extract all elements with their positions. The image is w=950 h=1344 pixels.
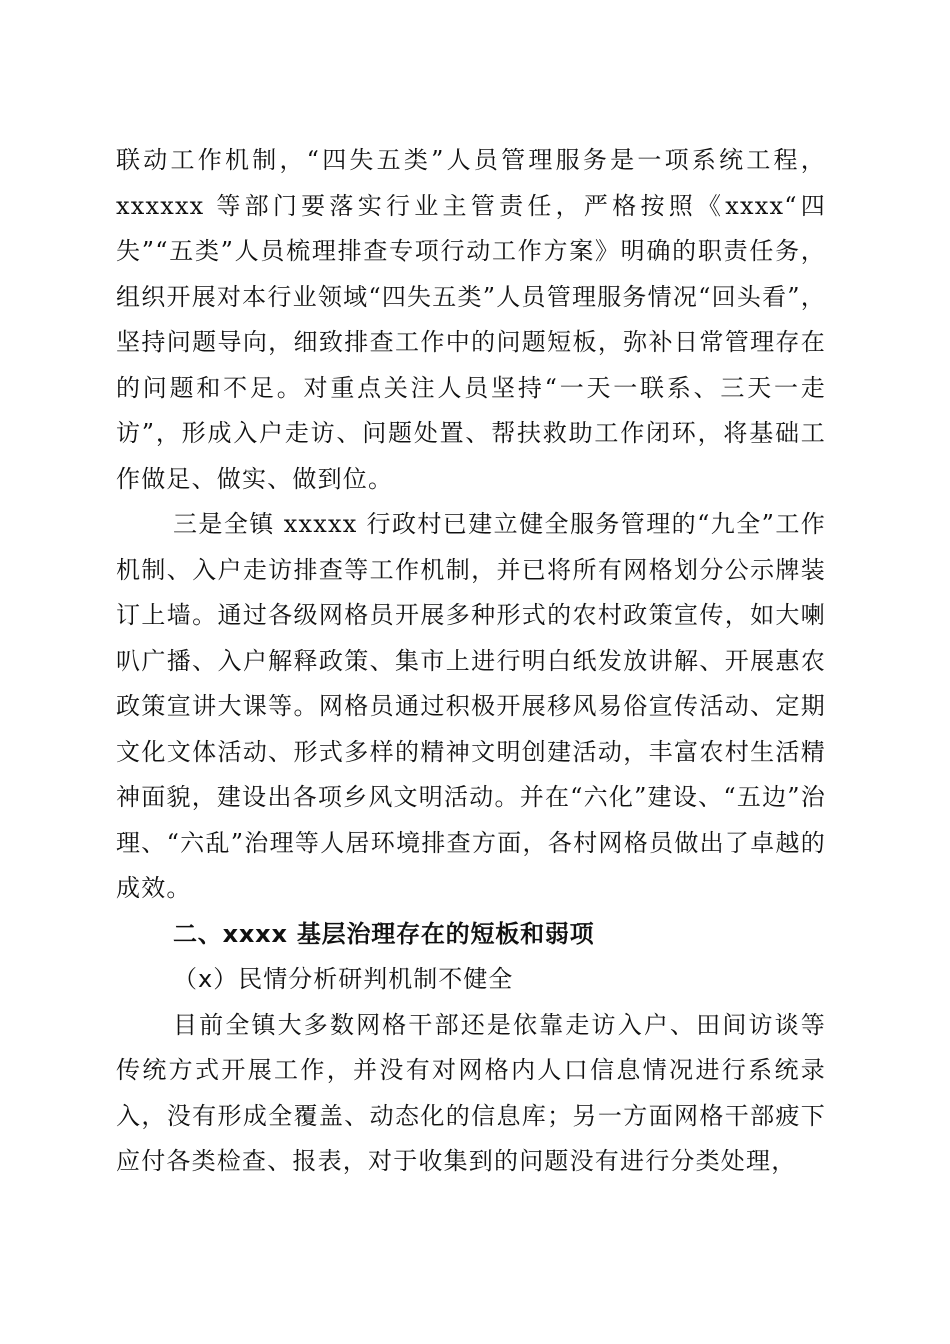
paragraph-village-mechanism: 三是全镇 xxxxx 行政村已建立健全服务管理的“九全”工作机制、入户走访排查等工作机制，并已将所有网格划分公示牌装订上墙。通过各级网格员开展多种形式的农村政策宣传，如大喇叭广播、入户解释政策、集市上进行明白纸发放讲解、开展惠农政策宣讲大课等。网格员通过积极开展移风易俗宣传活动、定期文化文体活动、形式多样的精神文明创建活动，丰富农村生活精神面貌，建设出各项乡风文明活动。并在“六化”建设、“五边”治理、“六乱”治理等人居环境排查方面，各村网格员做出了卓越的成效。 bbox=[116, 510, 826, 902]
paragraph-analysis: 目前全镇大多数网格干部还是依靠走访入户、田间访谈等传统方式开展工作，并没有对网格内人口信息情况进行系统录入，没有形成全覆盖、动态化的信息库；另一方面网格干部疲下应付各类检查、报表，对于收集到的问题没有进行分类处理， bbox=[116, 1010, 826, 1175]
paragraph-continuation: 联动工作机制，“四失五类”人员管理服务是一项系统工程，xxxxxx 等部门要落实行业主管责任，严格按照《xxxx“四失”“五类”人员梳理排查专项行动工作方案》明确的职责任务，组织开展对本行业领域“四失五类”人员管理服务情况“回头看”，坚持问题导向，细致排查工作中的问题短板，弥补日常管理存在的问题和不足。对重点关注人员坚持“一天一联系、三天一走访”，形成入户走访、问题处置、帮扶救助工作闭环，将基础工作做足、做实、做到位。 bbox=[116, 146, 826, 493]
section-heading: 二、xxxx 基层治理存在的短板和弱项 bbox=[173, 919, 595, 948]
subsection-heading: （x）民情分析研判机制不健全 bbox=[173, 965, 514, 993]
document-body bbox=[116, 138, 826, 1185]
